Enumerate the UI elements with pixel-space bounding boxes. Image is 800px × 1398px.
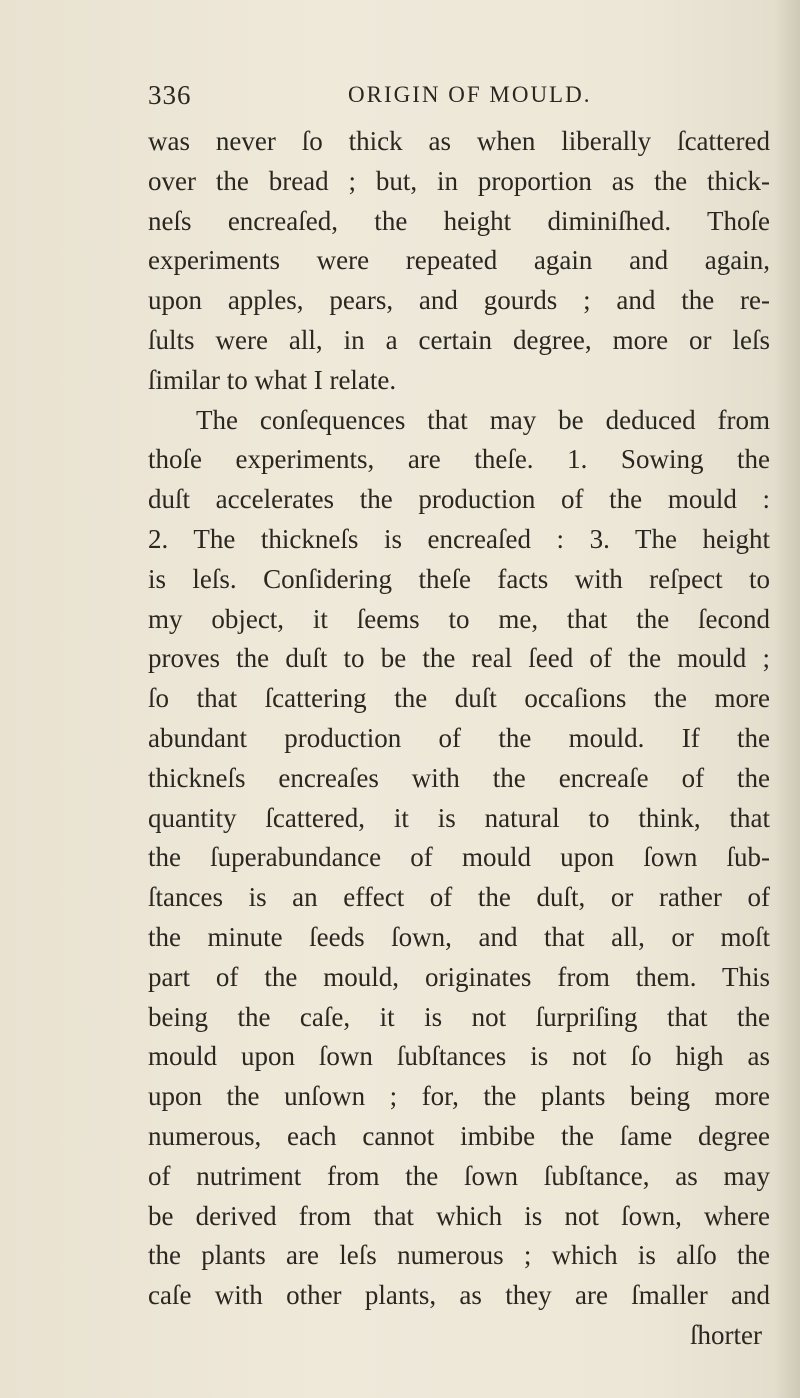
text-line: The conſequences that may be deduced from [196,404,770,435]
body-text [148,122,770,1356]
page-edge-shadow [774,0,800,1398]
text-line: of nutriment from the ſown ſubſtance, as may [148,1160,770,1191]
text-line: is leſs. Conſidering theſe facts with reſpect to [148,563,770,594]
text-line: 2. The thickneſs is encreaſed : 3. The height [148,523,770,554]
text-line: upon apples, pears, and gourds ; and the re- [148,285,770,316]
text-line: experiments were repeated again and again, [148,245,770,276]
text-line: part of the mould, originates from them. This [148,961,770,992]
text-line: the plants are leſs numerous ; which is alſo the [148,1240,770,1271]
text-line: thickneſs encreaſes with the encreaſe of the [148,762,770,793]
text-line: over the bread ; but, in proportion as the thick- [148,165,770,196]
text-line: be derived from that which is not ſown, where [148,1200,770,1231]
text-line: ſo that ſcattering the duſt occaſions the more [148,683,770,714]
text-line: duſt accelerates the production of the mould : [148,484,770,515]
text-line: neſs encreaſed, the height diminiſhed. Thoſe [148,205,770,236]
text-line: the ſuperabundance of mould upon ſown ſub- [148,842,770,873]
text-line: the minute ſeeds ſown, and that all, or moſt [148,921,770,952]
text-line: abundant production of the mould. If the [148,722,770,753]
text-line: numerous, each cannot imbibe the ſame degree [148,1120,770,1151]
text-line: ſults were all, in a certain degree, more or leſs [148,324,770,355]
text-line: thoſe experiments, are theſe. 1. Sowing the [148,444,770,475]
running-title: ORIGIN OF MOULD. [348,82,592,107]
text-line: proves the duſt to be the real ſeed of the mould ; [148,643,770,674]
text-line: ſimilar to what I relate. [148,364,397,395]
text-line: my object, it ſeems to me, that the ſecond [148,603,770,634]
text-line: ſtances is an effect of the duſt, or rather of [148,882,770,913]
text-line: upon the unſown ; for, the plants being more [148,1081,770,1112]
page-number: 336 [148,80,192,110]
text-line: caſe with other plants, as they are ſmaller and [148,1280,770,1311]
running-head [148,80,768,116]
text-line: being the caſe, it is not ſurpriſing that the [148,1001,770,1032]
text-line: mould upon ſown ſubſtances is not ſo high as [148,1041,770,1072]
catchword: ſhorter [690,1319,762,1350]
text-line: quantity ſcattered, it is natural to think, that [148,802,770,833]
text-line: was never ſo thick as when liberally ſcattered [148,126,770,156]
